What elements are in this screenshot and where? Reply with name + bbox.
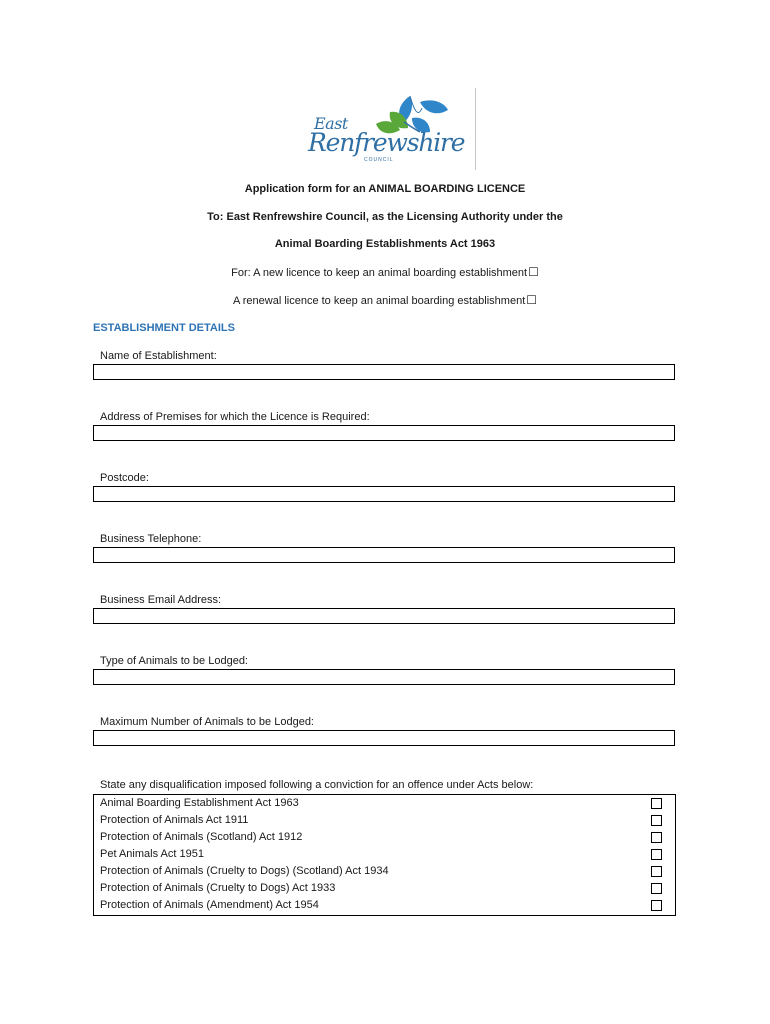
act-checkbox[interactable]	[651, 849, 662, 860]
act-checkbox[interactable]	[651, 798, 662, 809]
input-postcode[interactable]	[93, 486, 675, 502]
to-line: To: East Renfrewshire Council, as the Licensing Authority under the	[207, 211, 563, 223]
act-name: Protection of Animals (Cruelty to Dogs) Act 1933	[100, 882, 336, 894]
input-max-animals[interactable]	[93, 730, 675, 746]
act-line: Animal Boarding Establishments Act 1963	[274, 238, 496, 250]
act-row	[100, 830, 670, 847]
input-premises-address[interactable]	[93, 425, 675, 441]
option-new-licence-label: For: A new licence to keep an animal boarding establishment	[231, 267, 528, 279]
act-checkbox[interactable]	[651, 883, 662, 894]
option-new-checkbox[interactable]: ☐	[528, 265, 539, 279]
logo-text-east: East	[314, 114, 348, 133]
act-row	[100, 881, 670, 898]
section-title-establishment-details: ESTABLISHMENT DETAILS	[93, 322, 235, 334]
label-animal-types: Type of Animals to be Lodged:	[100, 655, 248, 667]
logo-text-renfrewshire: Renfrewshire	[308, 128, 465, 157]
act-name: Protection of Animals (Scotland) Act 1912	[100, 831, 303, 843]
act-checkbox[interactable]	[651, 866, 662, 877]
input-business-telephone[interactable]	[93, 547, 675, 563]
label-business-telephone: Business Telephone:	[100, 533, 202, 545]
act-checkbox[interactable]	[651, 900, 662, 911]
act-name: Pet Animals Act 1951	[100, 848, 204, 860]
option-renewal-licence	[0, 293, 770, 307]
act-name: Protection of Animals (Cruelty to Dogs) (Scotland) Act 1934	[100, 865, 389, 877]
disqualification-label: State any disqualification imposed following a conviction for an offence under Acts below:	[100, 779, 534, 791]
label-premises-address: Address of Premises for which the Licence is Required:	[100, 411, 370, 423]
act-checkbox[interactable]	[651, 815, 662, 826]
act-row	[100, 796, 670, 813]
acts-table	[93, 794, 676, 916]
act-name: Animal Boarding Establishment Act 1963	[100, 797, 299, 809]
label-postcode: Postcode:	[100, 472, 149, 484]
logo-divider	[475, 88, 476, 170]
input-business-email[interactable]	[93, 608, 675, 624]
label-establishment-name: Name of Establishment:	[100, 350, 217, 362]
option-renewal-checkbox[interactable]: ☐	[526, 293, 538, 307]
act-name: Protection of Animals (Amendment) Act 1954	[100, 899, 319, 911]
act-row	[100, 847, 670, 864]
input-animal-types[interactable]	[93, 669, 675, 685]
logo-text-council: COUNCIL	[364, 157, 394, 163]
act-row	[100, 864, 670, 881]
label-max-animals: Maximum Number of Animals to be Lodged:	[100, 716, 314, 728]
council-logo	[292, 88, 476, 170]
act-row	[100, 813, 670, 830]
label-business-email: Business Email Address:	[100, 594, 222, 606]
input-establishment-name[interactable]	[93, 364, 675, 380]
act-row	[100, 898, 670, 915]
option-new-licence	[0, 265, 770, 279]
act-checkbox[interactable]	[651, 832, 662, 843]
option-renewal-licence-label: A renewal licence to keep an animal boarding establishment	[232, 295, 526, 307]
form-title: Application form for an ANIMAL BOARDING LICENCE	[244, 183, 526, 195]
act-name: Protection of Animals Act 1911	[100, 814, 249, 826]
